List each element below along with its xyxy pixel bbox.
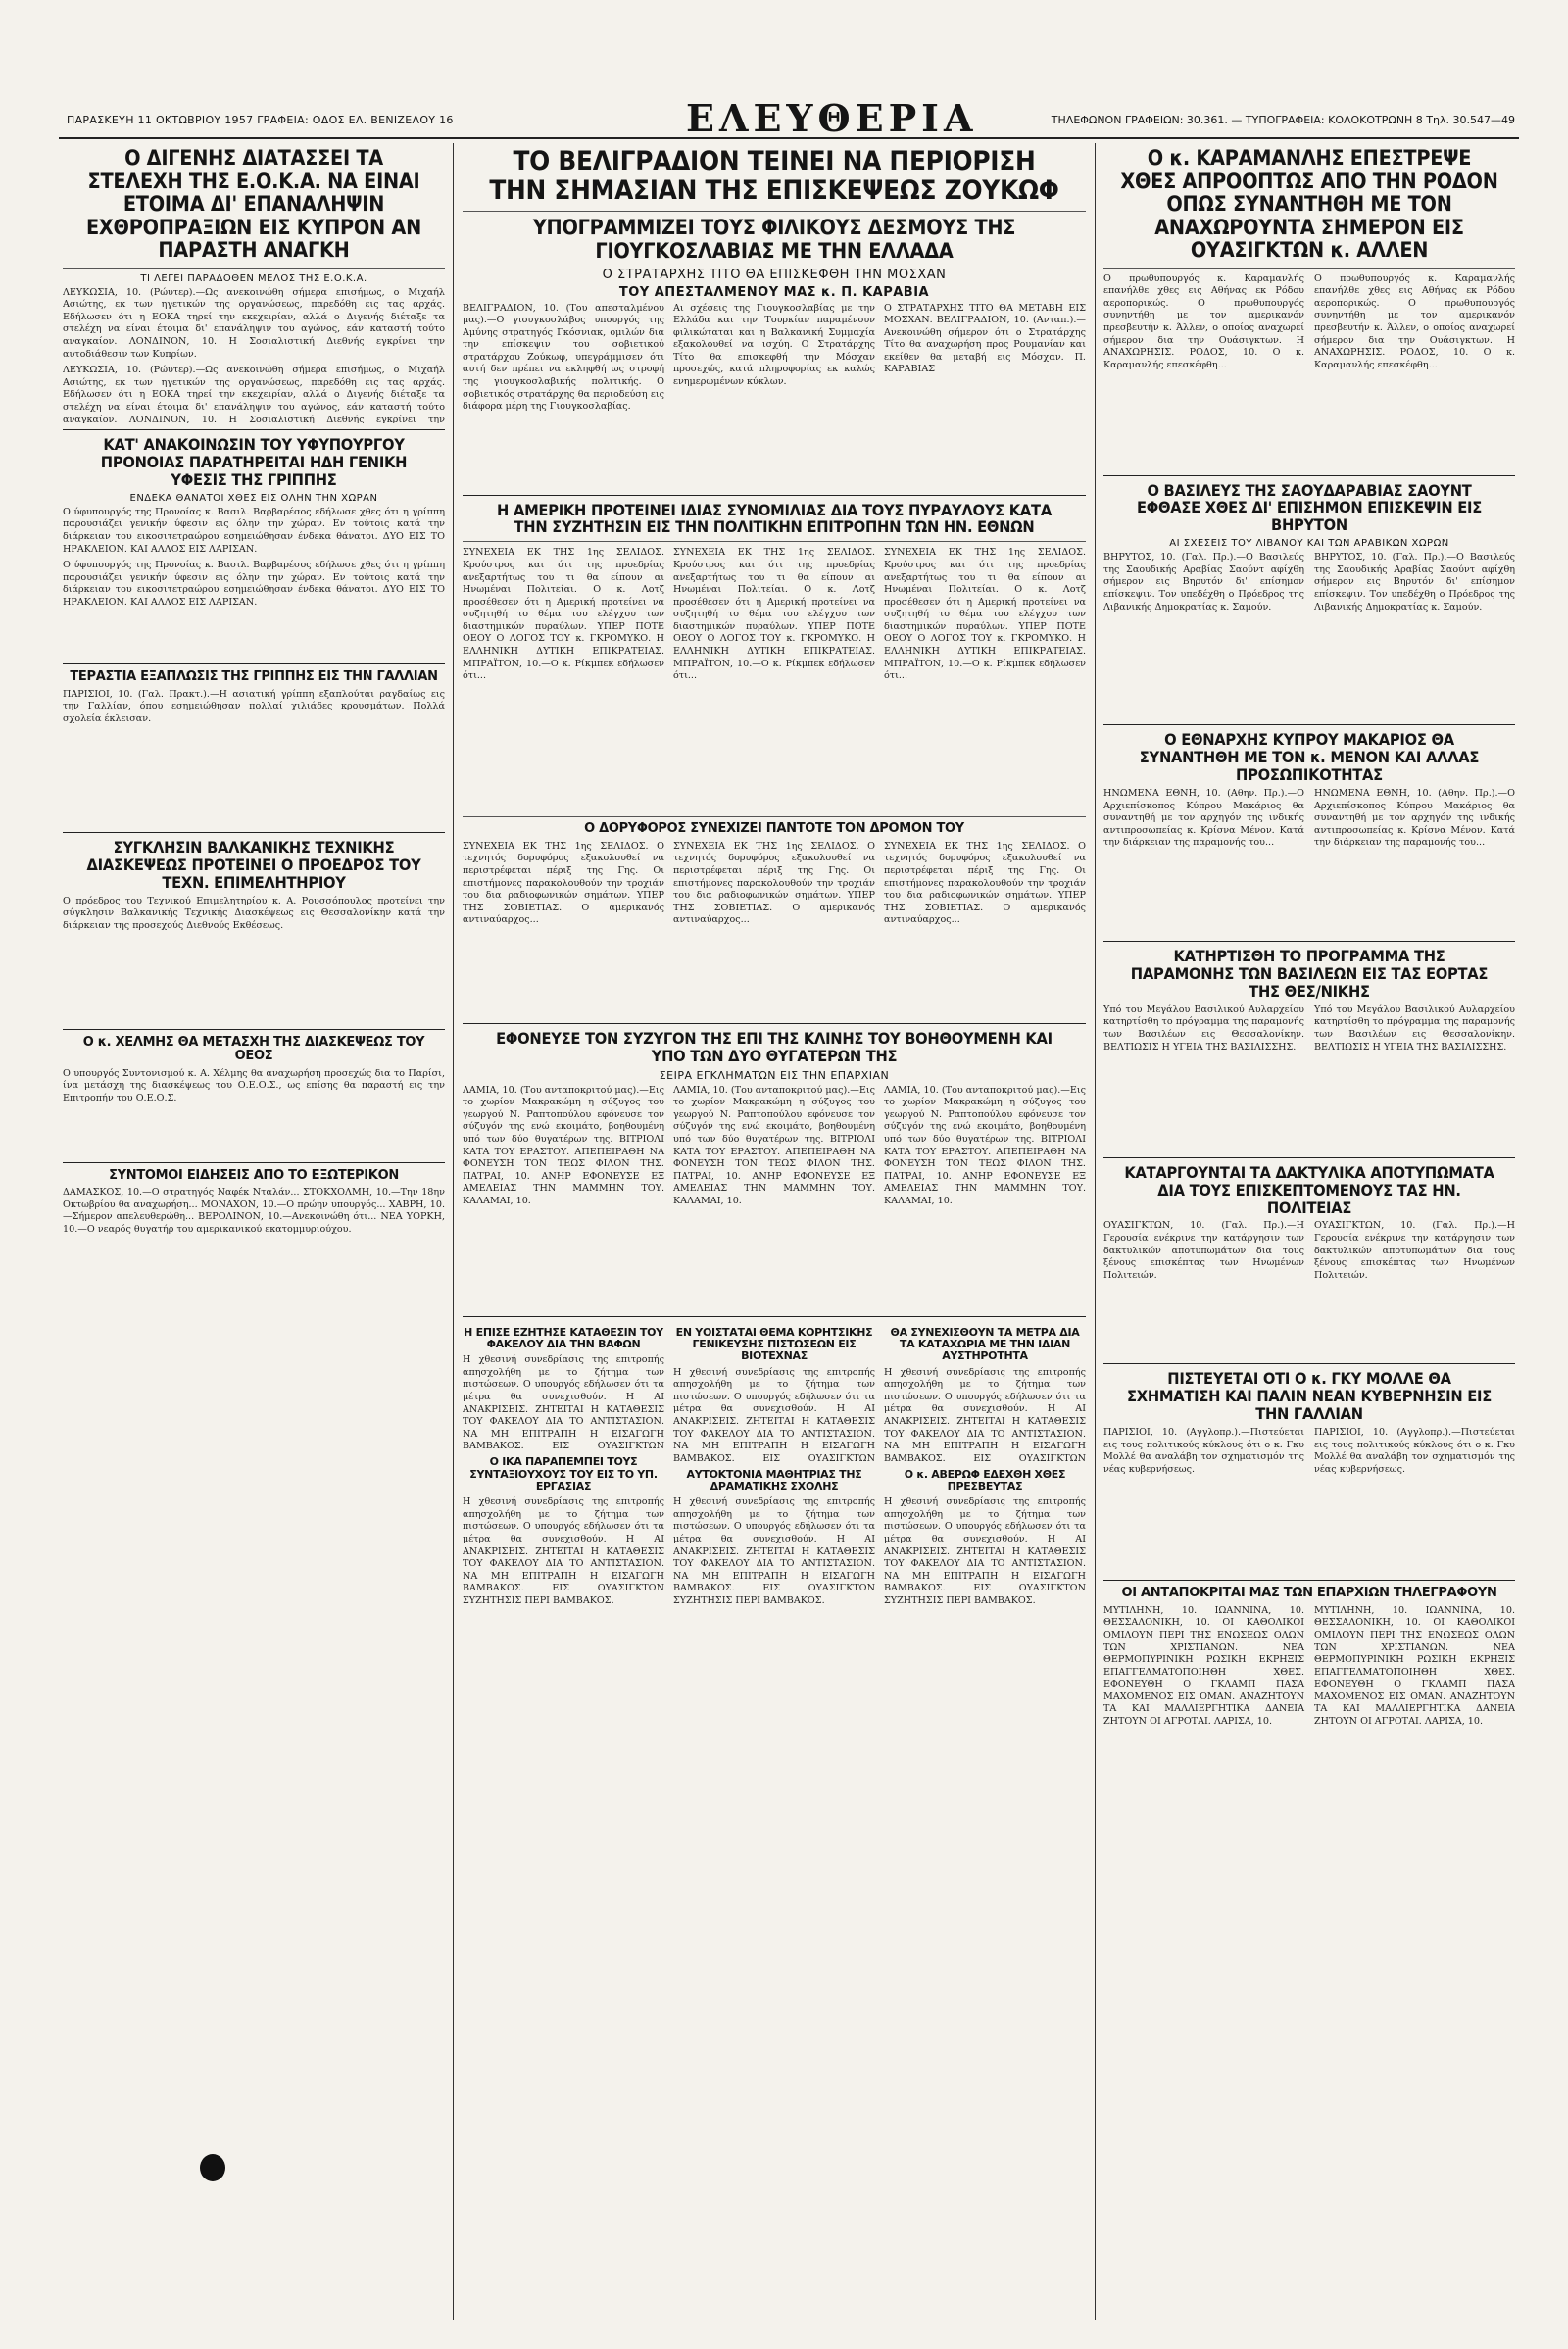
- article-flu-france: ΠΑΡΙΣΙΟΙ, 10. (Γαλ. Πρακτ.).—Η ασιατική γρίππη εξαπλούται ραγδαίως εις την Γαλλίαν, όπου εσημειώθησαν πολλαί χιλιάδες κρουσμάτων. Πολλά σχολεία έκλεισαν.: [63, 688, 445, 724]
- headline-foreign-news: ΣΥΝΤΟΜΟΙ ΕΙΔΗΣΕΙΣ ΑΠΟ ΤΟ ΕΞΩΤΕΡΙΚΟΝ: [109, 1167, 399, 1183]
- divider: [63, 429, 445, 430]
- satellite-article-c: ΣΥΝΕΧΕΙΑ ΕΚ ΤΗΣ 1ης ΣΕΛΙΔΟΣ. Ο τεχνητός δορυφόρος εξακολουθεί να περιστρέφεται πέριξ της Γης. Οι επιστήμονες παρακολουθούν την τροχιάν του δια ραδιοφωνικών σημάτων. ΥΠΕΡ ΤΗΣ ΣΟΒΙΕΤΙΑΣ. Ο αμερικανός αντιναύαρχος...: [884, 840, 1086, 926]
- lead-article-a: ΒΕΛΙΓΡΑΔΙΟΝ, 10. (Του απεσταλμένου μας).—Ο γιουγκοσλάβος υπουργός της Αμύνης στρατηγός Γκόσνιακ, ομιλών δια την επίσκεψιν του σοβιετικού στρατάρχου Ζούκωφ, υπεγράμμισεν ότι αυτή δεν πρέπει να εκληφθή ως στροφή της γιουγκοσλαβικής πολιτικής. Ο σοβιετικός στρατάρχης θα περιοδεύση εις διάφορα μέρη της Γιουγκοσλαβίας.: [463, 302, 664, 413]
- small-article-1: Η χθεσινή συνεδρίασις της επιτροπής απησχολήθη με το ζήτημα των πιστώσεων. Ο υπουργός εδήλωσεν ότι τα μέτρα θα συνεχισθούν. Η ΑΙ ΑΝΑΚΡΙΣΕΙΣ. ΖΗΤΕΙΤΑΙ Η ΚΑΤΑΘΕΣΙΣ ΤΟΥ ΦΑΚΕΛΟΥ ΔΙΑ ΤΟ ΑΝΤΙΣΤΑΣΙΟΝ. ΝΑ ΜΗ ΕΠΙΤΡΑΠΗ Η ΕΙΣΑΓΩΓΗ ΒΑΜΒΑΚΟΣ. ΕΙΣ ΟΥΑΣΙΓΚΤΩΝ: [463, 1354, 664, 1452]
- phones-line: ΤΗΛΕΦΩΝΟΝ ΓΡΑΦΕΙΩΝ: 30.361. — ΤΥΠΟΓΡΑΦΕΙΑ: ΚΟΛΟΚΟΤΡΩΝΗ 8 Τηλ. 30.547—49: [1051, 114, 1515, 126]
- date-line: ΠΑΡΑΣΚΕΥΗ 11 ΟΚΤΩΒΡΙΟΥ 1957 ΓΡΑΦΕΙΑ: ΟΔΟΣ ΕΛ. ΒΕΝΙΖΕΛΟΥ 16: [67, 114, 454, 126]
- small-headline-6: Ο κ. ΑΒΕΡΩΦ ΕΔΕΧΘΗ ΧΘΕΣ ΠΡΕΣΒΕΥΤΑΣ: [904, 1467, 1066, 1493]
- lead-subhead: Ο ΣΤΡΑΤΑΡΧΗΣ ΤΙΤΟ ΘΑ ΕΠΙΣΚΕΦΘΗ ΤΗΝ ΜΟΣΧΑΝ: [602, 267, 947, 282]
- divider: [463, 495, 1086, 496]
- left-column: [63, 143, 445, 2320]
- small-article-3: Η χθεσινή συνεδρίασις της επιτροπής απησχολήθη με το ζήτημα των πιστώσεων. Ο υπουργός εδήλωσεν ότι τα μέτρα θα συνεχισθούν. Η ΑΙ ΑΝΑΚΡΙΣΕΙΣ. ΖΗΤΕΙΤΑΙ Η ΚΑΤΑΘΕΣΙΣ ΤΟΥ ΦΑΚΕΛΟΥ ΔΙΑ ΤΟ ΑΝΤΙΣΤΑΣΙΟΝ. ΝΑ ΜΗ ΕΠΙΤΡΑΠΗ Η ΕΙΣΑΓΩΓΗ ΒΑΜΒΑΚΟΣ. ΕΙΣ ΟΥΑΣΙΓΚΤΩΝ ΣΥΖΗΤΗΣΙΣ ΠΕΡΙ ΒΑΜΒΑΚΟΣ.: [463, 1496, 664, 1606]
- missiles-article-c: ΣΥΝΕΧΕΙΑ ΕΚ ΤΗΣ 1ης ΣΕΛΙΔΟΣ. Κρούστρος και ότι της προεδρίας ανεξαρτήτως του τι θα είπουν αι Ηνωμέναι Πολιτείαι. Ο κ. Λοτζ προσέθεσεν ότι η Αμερική προτείνει να συζητηθή το θέμα του ελέγχου των διαστημικών πυραύλων. ΥΠΕΡ ΠΟΤΕ ΟΕΟΥ Ο ΛΟΓΟΣ ΤΟΥ κ. ΓΚΡΟΜΥΚΟ. Η ΕΛΛΗΝΙΚΗ ΔΥΤΙΚΗ ΕΠΙΚΡΑΤΕΙΑΣ. ΜΠΡΑΪΤΟΝ, 10.—Ο κ. Ρίκμπεκ εδήλωσεν ότι...: [884, 547, 1086, 682]
- headline-balkan: ΣΥΓΚΛΗΣΙΝ ΒΑΛΚΑΝΙΚΗΣ ΤΕΧΝΙΚΗΣ ΔΙΑΣΚΕΨΕΩΣ ΠΡΟΤΕΙΝΕΙ Ο ΠΡΟΕΔΡΟΣ ΤΟΥ ΤΕΧΝ. ΕΠΙΜΕΛΗΤΗΡΙΟΥ: [86, 837, 421, 892]
- divider: [1103, 1363, 1515, 1364]
- crime-article-b: ΛΑΜΙΑ, 10. (Του ανταποκριτού μας).—Εις το χωρίον Μακρακώμη η σύζυγος του γεωργού Ν. Ραπτοπούλου εφόνευσε τον σύζυγόν της ενώ εκοιμάτο, βοηθουμένη υπό των δύο θυγατέρων της. ΒΙΤΡΙΟΛΙ ΚΑΤΑ ΤΟΥ ΕΡΑΣΤΟΥ. ΑΠΕΠΕΙΡΑΘΗ ΝΑ ΦΟΝΕΥΣΗ ΤΟΝ ΤΕΩΣ ΦΙΛΟΝ ΤΗΣ. ΠΑΤΡΑΙ, 10. ΑΝΗΡ ΕΦΟΝΕΥΣΕ ΕΞ ΑΜΕΛΕΙΑΣ ΤΗΝ ΜΑΜΜΗΝ ΤΟΥ. ΚΑΛΑΜΑΙ, 10.: [673, 1084, 875, 1207]
- missiles-article-a: ΣΥΝΕΧΕΙΑ ΕΚ ΤΗΣ 1ης ΣΕΛΙΔΟΣ. Κρούστρος και ότι της προεδρίας ανεξαρτήτως του τι θα είπουν αι Ηνωμέναι Πολιτείαι. Ο κ. Λοτζ προσέθεσεν ότι η Αμερική προτείνει να συζητηθή το θέμα του ελέγχου των διαστημικών πυραύλων. ΥΠΕΡ ΠΟΤΕ ΟΕΟΥ Ο ΛΟΓΟΣ ΤΟΥ κ. ΓΚΡΟΜΥΚΟ. Η ΕΛΛΗΝΙΚΗ ΔΥΤΙΚΗ ΕΠΙΚΡΑΤΕΙΑΣ. ΜΠΡΑΪΤΟΝ, 10.—Ο κ. Ρίκμπεκ εδήλωσεν ότι...: [463, 547, 664, 682]
- lead-article-c: Ο ΣΤΡΑΤΑΡΧΗΣ ΤΙΤΟ ΘΑ ΜΕΤΑΒΗ ΕΙΣ ΜΟΣΧΑΝ. ΒΕΛΙΓΡΑΔΙΟΝ, 10. (Ανταπ.).—Ανεκοινώθη σήμερον ότι ο Στρατάρχης Τίτο θα αναχωρήση προς Ρουμανίαν και εκείθεν θα μεταβή εις Μόσχαν. Π. ΚΑΡΑΒΙΑΣ: [884, 302, 1086, 375]
- article-makarios-a: ΗΝΩΜΕΝΑ ΕΘΝΗ, 10. (Αθην. Πρ.).—Ο Αρχιεπίσκοπος Κύπρου Μακάριος θα συναντηθή με τον αρχηγόν της ινδικής αντιπροσωπείας κ. Κρίσνα Μένον. Κατά την διάρκειαν της παραμονής του...: [1103, 788, 1304, 849]
- center-column: [463, 143, 1086, 2320]
- divider: [463, 541, 1086, 542]
- headline-flu: ΚΑΤ' ΑΝΑΚΟΙΝΩΣΙΝ ΤΟΥ ΥΦΥΠΟΥΡΓΟΥ ΠΡΟΝΟΙΑΣ ΠΑΡΑΤΗΡΕΙΤΑΙ ΗΔΗ ΓΕΝΙΚΗ ΥΦΕΣΙΣ ΤΗΣ ΓΡΙΠΠΗΣ: [100, 435, 408, 489]
- article-balkan: Ο πρόεδρος του Τεχνικού Επιμελητηρίου κ. Α. Ρουσσόπουλος προτείνει την σύγκλησιν Βαλκανικής Τεχνικής Διασκέψεως εις Θεσσαλονίκην κατά την διάρκειαν της προσεχούς Διεθνούς Εκθέσεως.: [63, 895, 445, 931]
- article-mollet-a: ΠΑΡΙΣΙΟΙ, 10. (Αγγλοπρ.).—Πιστεύεται εις τους πολιτικούς κύκλους ότι ο κ. Γκυ Μολλέ θα αναλάβη τον σχηματισμόν της νέας κυβερνήσεως.: [1103, 1427, 1304, 1475]
- satellite-article-b: ΣΥΝΕΧΕΙΑ ΕΚ ΤΗΣ 1ης ΣΕΛΙΔΟΣ. Ο τεχνητός δορυφόρος εξακολουθεί να περιστρέφεται πέριξ της Γης. Οι επιστήμονες παρακολουθούν την τροχιάν του δια ραδιοφωνικών σημάτων. ΥΠΕΡ ΤΗΣ ΣΟΒΙΕΤΙΑΣ. Ο αμερικανός αντιναύαρχος...: [673, 840, 875, 926]
- article-saud-a: ΒΗΡΥΤΟΣ, 10. (Γαλ. Πρ.).—Ο Βασιλεύς της Σαουδικής Αραβίας Σαούντ αφίχθη σήμερον εις Βηρυτόν δι' επίσημον επίσκεψιν. Τον υπεδέχθη ο Πρόεδρος της Λιβανικής Δημοκρατίας κ. Σαμούν.: [1103, 552, 1304, 612]
- small-article-4: Η χθεσινή συνεδρίασις της επιτροπής απησχολήθη με το ζήτημα των πιστώσεων. Ο υπουργός εδήλωσεν ότι τα μέτρα θα συνεχισθούν. Η ΑΙ ΑΝΑΚΡΙΣΕΙΣ. ΖΗΤΕΙΤΑΙ Η ΚΑΤΑΘΕΣΙΣ ΤΟΥ ΦΑΚΕΛΟΥ ΔΙΑ ΤΟ ΑΝΤΙΣΤΑΣΙΟΝ. ΝΑ ΜΗ ΕΠΙΤΡΑΠΗ Η ΕΙΣΑΓΩΓΗ ΒΑΜΒΑΚΟΣ. ΕΙΣ ΟΥΑΣΙΓΚΤΩΝ ΣΥΖΗΤΗΣΙΣ ΠΕΡΙ ΒΑΜΒΑΚΟΣ.: [673, 1496, 875, 1606]
- article-karamanlis-b: Ο πρωθυπουργός κ. Καραμανλής επανήλθε χθες εις Αθήνας εκ Ρόδου αεροπορικώς. Ο πρωθυπουργός συνηντήθη με τον αμερικανόν πρεσβευτήν κ. Άλλεν, ο οποίος αναχωρεί σήμερον δια την Ουάσιγκτων. Η ΑΝΑΧΩΡΗΣΙΣ. ΡΟΔΟΣ, 10. Ο κ. Καραμανλής επεσκέφθη...: [1314, 272, 1515, 370]
- divider: [463, 1316, 1086, 1317]
- article-correspondents-a: ΜΥΤΙΛΗΝΗ, 10. ΙΩΑΝΝΙΝΑ, 10. ΘΕΣΣΑΛΟΝΙΚΗ, 10. ΟΙ ΚΑΘΟΛΙΚΟΙ ΟΜΙΛΟΥΝ ΠΕΡΙ ΤΗΣ ΕΝΩΣΕΩΣ ΟΛΩΝ ΤΩΝ ΧΡΙΣΤΙΑΝΩΝ. ΝΕΑ ΘΕΡΜΟΠΥΡΙΝΙΚΗ ΡΩΣΙΚΗ ΕΚΡΗΞΙΣ ΕΠΑΓΓΕΛΜΑΤΟΠΟΙΗΘΗ ΧΘΕΣ. ΕΦΟΝΕΥΘΗ Ο ΓΚΛΑΜΠ ΠΑΣΑ ΜΑΧΟΜΕΝΟΣ ΕΙΣ ΟΜΑΝ. ΑΝΑΖΗΤΟΥΝ ΤΑ ΚΑΙ ΜΑΛΛΙΕΡΓΗΤΙΚΑ ΔΑΝΕΙΑ ΖΗΤΟΥΝ ΟΙ ΑΓΡΟΤΑΙ. ΛΑΡΙΣΑ, 10.: [1103, 1604, 1304, 1728]
- article-kings-a: Υπό του Μεγάλου Βασιλικού Αυλαρχείου κατηρτίσθη το πρόγραμμα της παραμονής των Βασιλέων εις Θεσσαλονίκην. ΒΕΛΤΙΩΣΙΣ Η ΥΓΕΙΑ ΤΗΣ ΒΑΣΙΛΙΣΣΗΣ.: [1103, 1003, 1304, 1052]
- crime-article-c: ΛΑΜΙΑ, 10. (Του ανταποκριτού μας).—Εις το χωρίον Μακρακώμη η σύζυγος του γεωργού Ν. Ραπτοπούλου εφόνευσε τον σύζυγόν της ενώ εκοιμάτο, βοηθουμένη υπό των δύο θυγατέρων της. ΒΙΤΡΙΟΛΙ ΚΑΤΑ ΤΟΥ ΕΡΑΣΤΟΥ. ΑΠΕΠΕΙΡΑΘΗ ΝΑ ΦΟΝΕΥΣΗ ΤΟΝ ΤΕΩΣ ΦΙΛΟΝ ΤΗΣ. ΠΑΤΡΑΙ, 10. ΑΝΗΡ ΕΦΟΝΕΥΣΕ ΕΞ ΑΜΕΛΕΙΑΣ ΤΗΝ ΜΑΜΜΗΝ ΤΟΥ. ΚΑΛΑΜΑΙ, 10.: [884, 1084, 1086, 1207]
- divider: [63, 1162, 445, 1163]
- article-kings-b: Υπό του Μεγάλου Βασιλικού Αυλαρχείου κατηρτίσθη το πρόγραμμα της παραμονής των Βασιλέων εις Θεσσαλονίκην. ΒΕΛΤΙΩΣΙΣ Η ΥΓΕΙΑ ΤΗΣ ΒΑΣΙΛΙΣΣΗΣ.: [1314, 1003, 1515, 1052]
- subhead-saud: ΑΙ ΣΧΕΣΕΙΣ ΤΟΥ ΛΙΒΑΝΟΥ ΚΑΙ ΤΩΝ ΑΡΑΒΙΚΩΝ ΧΩΡΩΝ: [1169, 538, 1449, 550]
- article-helmis: Ο υπουργός Συντονισμού κ. Α. Χέλμης θα αναχωρήση προσεχώς δια το Παρίσι, ίνα μετάσχη της διασκέψεως του Ο.Ε.Ο.Σ., ως επίσης θα παραστή εις την Επιτροπήν του Ο.Ε.Ο.Σ.: [63, 1067, 445, 1103]
- article-makarios-b: ΗΝΩΜΕΝΑ ΕΘΝΗ, 10. (Αθην. Πρ.).—Ο Αρχιεπίσκοπος Κύπρου Μακάριος θα συναντηθή με τον αρχηγόν της ινδικής αντιπροσωπείας κ. Κρίσνα Μένον. Κατά την διάρκειαν της παραμονής του...: [1314, 788, 1515, 849]
- subhead-eoka: ΤΙ ΛΕΓΕΙ ΠΑΡΑΔΟΘΕΝ ΜΕΛΟΣ ΤΗΣ Ε.Ο.Κ.Α.: [140, 272, 368, 284]
- crime-article-a: ΛΑΜΙΑ, 10. (Του ανταποκριτού μας).—Εις το χωρίον Μακρακώμη η σύζυγος του γεωργού Ν. Ραπτοπούλου εφόνευσε τον σύζυγόν της ενώ εκοιμάτο, βοηθουμένη υπό των δύο θυγατέρων της. ΒΙΤΡΙΟΛΙ ΚΑΤΑ ΤΟΥ ΕΡΑΣΤΟΥ. ΑΠΕΠΕΙΡΑΘΗ ΝΑ ΦΟΝΕΥΣΗ ΤΟΝ ΤΕΩΣ ΦΙΛΟΝ ΤΗΣ. ΠΑΤΡΑΙ, 10. ΑΝΗΡ ΕΦΟΝΕΥΣΕ ΕΞ ΑΜΕΛΕΙΑΣ ΤΗΝ ΜΑΜΜΗΝ ΤΟΥ. ΚΑΛΑΜΑΙ, 10.: [463, 1084, 664, 1207]
- lead-headline: ΤΟ ΒΕΛΙΓΡΑΔΙΟΝ ΤΕΙΝΕΙ ΝΑ ΠΕΡΙΟΡΙΣΗ ΤΗΝ ΣΗΜΑΣΙΑΝ ΤΗΣ ΕΠΙΣΚΕΨΕΩΣ ΖΟΥΚΩΦ: [489, 146, 1059, 207]
- article-fingerprints-b: ΟΥΑΣΙΓΚΤΩΝ, 10. (Γαλ. Πρ.).—Η Γερουσία ενέκρινε την κατάργησιν των δακτυλικών αποτυπωμάτων δια τους ξένους επισκέπτας των Ηνωμένων Πολιτειών.: [1314, 1220, 1515, 1281]
- divider: [1103, 1580, 1515, 1581]
- small-article-2: Η χθεσινή συνεδρίασις της επιτροπής απησχολήθη με το ζήτημα των πιστώσεων. Ο υπουργός εδήλωσεν ότι τα μέτρα θα συνεχισθούν. Η ΑΙ ΑΝΑΚΡΙΣΕΙΣ. ΖΗΤΕΙΤΑΙ Η ΚΑΤΑΘΕΣΙΣ ΤΟΥ ΦΑΚΕΛΟΥ ΔΙΑ ΤΟ ΑΝΤΙΣΤΑΣΙΟΝ. ΝΑ ΜΗ ΕΠΙΤΡΑΠΗ Η ΕΙΣΑΓΩΓΗ ΒΑΜΒΑΚΟΣ. ΕΙΣ ΟΥΑΣΙΓΚΤΩΝ: [884, 1366, 1086, 1464]
- lead-article-b: Αι σχέσεις της Γιουγκοσλαβίας με την Ελλάδα και την Τουρκίαν παραμένουν φιλικώταται και η Βαλκανική Συμμαχία εξακολουθεί να ισχύη. Ο Στρατάρχης Τίτο θα επισκεφθή την Μόσχαν προσεχώς, κατά πληροφορίας εκ καλώς ενημερωμένων κύκλων.: [673, 302, 875, 388]
- headline-makarios: Ο ΕΘΝΑΡΧΗΣ ΚΥΠΡΟΥ ΜΑΚΑΡΙΟΣ ΘΑ ΣΥΝΑΝΤΗΘΗ ΜΕ ΤΟΝ κ. ΜΕΝΟΝ ΚΑΙ ΑΛΛΑΣ ΠΡΟΣΩΠΙΚΟΤΗΤΑΣ: [1139, 730, 1480, 785]
- divider: [63, 663, 445, 664]
- headline-fingerprints: ΚΑΤΑΡΓΟΥΝΤΑΙ ΤΑ ΔΑΚΤΥΛΙΚΑ ΑΠΟΤΥΠΩΜΑΤΑ ΔΙΑ ΤΟΥΣ ΕΠΙΣΚΕΠΤΟΜΕΝΟΥΣ ΤΑΣ ΗΝ. ΠΟΛΙΤΕΙΑΣ: [1124, 1162, 1494, 1217]
- ink-blot: [200, 2154, 225, 2181]
- divider: [1103, 1157, 1515, 1158]
- missiles-article-b: ΣΥΝΕΧΕΙΑ ΕΚ ΤΗΣ 1ης ΣΕΛΙΔΟΣ. Κρούστρος και ότι της προεδρίας ανεξαρτήτως του τι θα είπουν αι Ηνωμέναι Πολιτείαι. Ο κ. Λοτζ προσέθεσεν ότι η Αμερική προτείνει να συζητηθή το θέμα του ελέγχου των διαστημικών πυραύλων. ΥΠΕΡ ΠΟΤΕ ΟΕΟΥ Ο ΛΟΓΟΣ ΤΟΥ κ. ΓΚΡΟΜΥΚΟ. Η ΕΛΛΗΝΙΚΗ ΔΥΤΙΚΗ ΕΠΙΚΡΑΤΕΙΑΣ. ΜΠΡΑΪΤΟΝ, 10.—Ο κ. Ρίκμπεκ εδήλωσεν ότι...: [673, 547, 875, 682]
- lead-headline-2: ΥΠΟΓΡΑΜΜΙΖΕΙ ΤΟΥΣ ΦΙΛΙΚΟΥΣ ΔΕΣΜΟΥΣ ΤΗΣ ΓΙΟΥΓΚΟΣΛΑΒΙΑΣ ΜΕ ΤΗΝ ΕΛΛΑΔΑ: [532, 216, 1016, 263]
- divider: [63, 268, 445, 269]
- divider: [463, 1023, 1086, 1024]
- headline-kings: ΚΑΤΗΡΤΙΣΘΗ ΤΟ ΠΡΟΓΡΑΜΜΑ ΤΗΣ ΠΑΡΑΜΟΝΗΣ ΤΩΝ ΒΑΣΙΛΕΩΝ ΕΙΣ ΤΑΣ ΕΟΡΤΑΣ ΤΗΣ ΘΕΣ/ΝΙΚΗΣ: [1130, 947, 1489, 1001]
- column-rule: [453, 143, 454, 2320]
- divider: [63, 1029, 445, 1030]
- divider: [63, 832, 445, 833]
- headline-mollet: ΠΙΣΤΕΥΕΤΑΙ ΟΤΙ Ο κ. ΓΚΥ ΜΟΛΛΕ ΘΑ ΣΧΗΜΑΤΙΣΗ ΚΑΙ ΠΑΛΙΝ ΝΕΑΝ ΚΥΒΕΡΝΗΣΙΝ ΕΙΣ ΤΗΝ ΓΑΛΛΙΑΝ: [1127, 1369, 1492, 1424]
- small-headline-1: Η ΕΠΙΣΕ ΕΖΗΤΗΣΕ ΚΑΤΑΘΕΣΙΝ ΤΟΥ ΦΑΚΕΛΟΥ ΔΙΑ ΤΗΝ ΒΑΦΩΝ: [464, 1325, 663, 1350]
- headline-saud: Ο ΒΑΣΙΛΕΥΣ ΤΗΣ ΣΑΟΥΔΑΡΑΒΙΑΣ ΣΑΟΥΝΤ ΕΦΘΑΣΕ ΧΘΕΣ ΔΙ' ΕΠΙΣΗΜΟΝ ΕΠΙΣΚΕΨΙΝ ΕΙΣ ΒΗΡΥΤΟΝ: [1136, 480, 1483, 535]
- headline-karamanlis: Ο κ. ΚΑΡΑΜΑΝΛΗΣ ΕΠΕΣΤΡΕΨΕ ΧΘΕΣ ΑΠΡΟΟΠΤΩΣ ΑΠΟ ΤΗΝ ΡΟΔΟΝ ΟΠΩΣ ΣΥΝΑΝΤΗΘΗ ΜΕ ΤΟΝ ΑΝΑΧΩΡΟΥΝΤΑ ΣΗΜΕΡΟΝ ΕΙΣ ΟΥΑΣΙΓΚΤΩΝ κ. ΑΛΛΕΝ: [1120, 146, 1498, 263]
- missiles-headline: Η ΑΜΕΡΙΚΗ ΠΡΟΤΕΙΝΕΙ ΙΔΙΑΣ ΣΥΝΟΜΙΛΙΑΣ ΔΙΑ ΤΟΥΣ ΠΥΡΑΥΛΟΥΣ ΚΑΤΑ ΤΗΝ ΣΥΖΗΤΗΣΙΝ ΕΙΣ ΤΗΝ ΠΟΛΙΤΙΚΗΝ ΕΠΙΤΡΟΠΗΝ ΤΩΝ ΗΝ. ΕΘΝΩΝ: [497, 500, 1052, 537]
- divider: [1103, 268, 1515, 269]
- article-foreign-news: ΔΑΜΑΣΚΟΣ, 10.—Ο στρατηγός Ναφέκ Νταλάν... ΣΤΟΚΧΟΛΜΗ, 10.—Την 18ην Οκτωβρίου θα αναχωρήση... ΜΟΝΑΧΟΝ, 10.—Ο πρώην υπουργός... ΧΑΒΡΗ, 10.—Σήμερον απελευθερώθη... ΒΕΡΟΛΙΝΟΝ, 10.—Ανεκοινώθη ότι... ΝΕΑ ΥΟΡΚΗ, 10.—Ο νεαρός θυγατήρ του αμερικανικού εκατομμυριούχου.: [63, 1187, 445, 1235]
- article-karamanlis-a: Ο πρωθυπουργός κ. Καραμανλής επανήλθε χθες εις Αθήνας εκ Ρόδου αεροπορικώς. Ο πρωθυπουργός συνηντήθη με τον αμερικανόν πρεσβευτήν κ. Άλλεν, ο οποίος αναχωρεί σήμερον δια την Ουάσιγκτων. Η ΑΝΑΧΩΡΗΣΙΣ. ΡΟΔΟΣ, 10. Ο κ. Καραμανλής επεσκέφθη...: [1103, 272, 1304, 370]
- article-fingerprints-a: ΟΥΑΣΙΓΚΤΩΝ, 10. (Γαλ. Πρ.).—Η Γερουσία ενέκρινε την κατάργησιν των δακτυλικών αποτυπωμάτων δια τους ξένους επισκέπτας των Ηνωμένων Πολιτειών.: [1103, 1220, 1304, 1281]
- crime-headline: ΕΦΟΝΕΥΣΕ ΤΟΝ ΣΥΖΥΓΟΝ ΤΗΣ ΕΠΙ ΤΗΣ ΚΛΙΝΗΣ ΤΟΥ ΒΟΗΘΟΥΜΕΝΗ ΚΑΙ ΥΠΟ ΤΩΝ ΔΥΟ ΘΥΓΑΤΕΡΩΝ ΤΗΣ: [496, 1028, 1053, 1065]
- divider: [1103, 724, 1515, 725]
- article-mollet-b: ΠΑΡΙΣΙΟΙ, 10. (Αγγλοπρ.).—Πιστεύεται εις τους πολιτικούς κύκλους ότι ο κ. Γκυ Μολλέ θα αναλάβη τον σχηματισμόν της νέας κυβερνήσεως.: [1314, 1427, 1515, 1475]
- small-headline-3: Ο ΙΚΑ ΠΑΡΑΠΕΜΠΕΙ ΤΟΥΣ ΣΥΝΤΑΞΙΟΥΧΟΥΣ ΤΟΥ ΕΙΣ ΤΟ ΥΠ. ΕΡΓΑΣΙΑΣ: [469, 1455, 658, 1493]
- article-digenis: ΛΕΥΚΩΣΙΑ, 10. (Ρώυτερ).—Ως ανεκοινώθη σήμερα επισήμως, ο Μιχαήλ Ασιώτης, εκ των ηγετικών της οργανώσεως, παρεδόθη εις τας αρχάς. Εδήλωσεν ότι η ΕΟΚΑ τηρεί την εκεχειρίαν, αλλά ο Διγενής διέταξε τα στελέχη να είναι έτοιμα δι' επανάληψιν του αγώνος, εάν καταστή τούτο αναγκαίον. ΛΟΝΔΙΝΟΝ, 10. Η Σοσιαλιστική Διεθνής εγκρίνει την αυτοδιάθεσιν των Κυπρίων.: [63, 286, 445, 360]
- column-rule: [1095, 143, 1096, 2320]
- lead-byline: ΤΟΥ ΑΠΕΣΤΑΛΜΕΝΟΥ ΜΑΣ κ. Π. ΚΑΡΑΒΙΑ: [618, 284, 930, 300]
- headline-flu-france: ΤΕΡΑΣΤΙΑ ΕΞΑΠΛΩΣΙΣ ΤΗΣ ΓΡΙΠΠΗΣ ΕΙΣ ΤΗΝ ΓΑΛΛΙΑΝ: [70, 669, 438, 685]
- crime-subhead: ΣΕΙΡΑ ΕΓΚΛΗΜΑΤΩΝ ΕΙΣ ΤΗΝ ΕΠΑΡΧΙΑΝ: [659, 1068, 890, 1082]
- masthead: [59, 96, 1519, 140]
- article-flu: Ο ύφυπουργός της Προνοίας κ. Βασιλ. Βαρβαρέσος εδήλωσε χθες ότι η γρίππη παρουσιάζει γενικήν ύφεσιν εις όλην την χώραν. Εν τούτοις κατά την διάρκειαν του εικοσιτετραώρου εσημειώθησαν ένδεκα θάνατοι. ΔΥΟ ΕΙΣ ΤΟ ΗΡΑΚΛΕΙΟΝ. ΚΑΙ ΑΛΛΟΣ ΕΙΣ ΛΑΡΙΣΑΝ.: [63, 506, 445, 555]
- headline-digenis: Ο ΔΙΓΕΝΗΣ ΔΙΑΤΑΣΣΕΙ ΤΑ ΣΤΕΛΕΧΗ ΤΗΣ Ε.Ο.Κ.Α. ΝΑ ΕΙΝΑΙ ΕΤΟΙΜΑ ΔΙ' ΕΠΑΝΑΛΗΨΙΝ ΕΧΘΡΟΠΡΑΞΙΩΝ ΕΙΣ ΚΥΠΡΟΝ ΑΝ ΠΑΡΑΣΤΗ ΑΝΑΓΚΗ: [86, 146, 421, 263]
- divider: [463, 816, 1086, 817]
- satellite-headline: Ο ΔΟΡΥΦΟΡΟΣ ΣΥΝΕΧΙΖΕΙ ΠΑΝΤΟΤΕ ΤΟΝ ΔΡΟΜΟΝ ΤΟΥ: [584, 821, 964, 837]
- divider: [463, 211, 1086, 212]
- small-headline-2: ΘΑ ΣΥΝΕΧΙΣΘΟΥΝ ΤΑ ΜΕΤΡΑ ΔΙΑ ΤΑ ΚΑΤΑΧΩΡΙΑ ΜΕ ΤΗΝ ΙΔΙΑΝ ΑΥΣΤΗΡΟΤΗΤΑ: [890, 1325, 1080, 1363]
- headline-correspondents: ΟΙ ΑΝΤΑΠΟΚΡΙΤΑΙ ΜΑΣ ΤΩΝ ΕΠΑΡΧΙΩΝ ΤΗΛΕΓΡΑΦΟΥΝ: [1121, 1586, 1497, 1601]
- article-digenis-cont: ΛΕΥΚΩΣΙΑ, 10. (Ρώυτερ).—Ως ανεκοινώθη σήμερα επισήμως, ο Μιχαήλ Ασιώτης, εκ των ηγετικών της οργανώσεως, παρεδόθη εις τας αρχάς. Εδήλωσεν ότι η ΕΟΚΑ τηρεί την εκεχειρίαν, αλλά ο Διγενής διέταξε τα στελέχη να είναι έτοιμα δι' επανάληψιν του αγώνος, εάν καταστή τούτο αναγκαίον. ΛΟΝΔΙΝΟΝ, 10. Η Σοσιαλιστική Διεθνής εγκρίνει την: [63, 365, 445, 424]
- newspaper-title: ΕΛΕΥΘΕΡΙΑ: [686, 96, 978, 140]
- right-column: [1103, 143, 1515, 2320]
- headline-helmis: Ο κ. ΧΕΛΜΗΣ ΘΑ ΜΕΤΑΣΧΗ ΤΗΣ ΔΙΑΣΚΕΨΕΩΣ ΤΟΥ ΟΕΟΣ: [82, 1034, 425, 1064]
- small-article-5: Η χθεσινή συνεδρίασις της επιτροπής απησχολήθη με το ζήτημα των πιστώσεων. Ο υπουργός εδήλωσεν ότι τα μέτρα θα συνεχισθούν. Η ΑΙ ΑΝΑΚΡΙΣΕΙΣ. ΖΗΤΕΙΤΑΙ Η ΚΑΤΑΘΕΣΙΣ ΤΟΥ ΦΑΚΕΛΟΥ ΔΙΑ ΤΟ ΑΝΤΙΣΤΑΣΙΟΝ. ΝΑ ΜΗ ΕΠΙΤΡΑΠΗ Η ΕΙΣΑΓΩΓΗ ΒΑΜΒΑΚΟΣ. ΕΙΣ ΟΥΑΣΙΓΚΤΩΝ: [673, 1366, 875, 1464]
- satellite-article-a: ΣΥΝΕΧΕΙΑ ΕΚ ΤΗΣ 1ης ΣΕΛΙΔΟΣ. Ο τεχνητός δορυφόρος εξακολουθεί να περιστρέφεται πέριξ της Γης. Οι επιστήμονες παρακολουθούν την τροχιάν του δια ραδιοφωνικών σημάτων. ΥΠΕΡ ΤΗΣ ΣΟΒΙΕΤΙΑΣ. Ο αμερικανός αντιναύαρχος...: [463, 840, 664, 926]
- small-article-6: Η χθεσινή συνεδρίασις της επιτροπής απησχολήθη με το ζήτημα των πιστώσεων. Ο υπουργός εδήλωσεν ότι τα μέτρα θα συνεχισθούν. Η ΑΙ ΑΝΑΚΡΙΣΕΙΣ. ΖΗΤΕΙΤΑΙ Η ΚΑΤΑΘΕΣΙΣ ΤΟΥ ΦΑΚΕΛΟΥ ΔΙΑ ΤΟ ΑΝΤΙΣΤΑΣΙΟΝ. ΝΑ ΜΗ ΕΠΙΤΡΑΠΗ Η ΕΙΣΑΓΩΓΗ ΒΑΜΒΑΚΟΣ. ΕΙΣ ΟΥΑΣΙΓΚΤΩΝ ΣΥΖΗΤΗΣΙΣ ΠΕΡΙ ΒΑΜΒΑΚΟΣ.: [884, 1496, 1086, 1606]
- subhead-flu: ΕΝΔΕΚΑ ΘΑΝΑΤΟΙ ΧΘΕΣ ΕΙΣ ΟΛΗΝ ΤΗΝ ΧΩΡΑΝ: [129, 492, 378, 504]
- divider: [1103, 475, 1515, 476]
- small-headline-4: ΑΥΤΟΚΤΟΝΙΑ ΜΑΘΗΤΡΙΑΣ ΤΗΣ ΔΡΑΜΑΤΙΚΗΣ ΣΧΟΛΗΣ: [686, 1467, 862, 1493]
- article-flu-cont: Ο ύφυπουργός της Προνοίας κ. Βασιλ. Βαρβαρέσος εδήλωσε χθες ότι η γρίππη παρουσιάζει γενικήν ύφεσιν εις όλην την χώραν. Εν τούτοις κατά την διάρκειαν του εικοσιτετραώρου εσημειώθησαν ένδεκα θάνατοι. ΔΥΟ ΕΙΣ ΤΟ ΗΡΑΚΛΕΙΟΝ. ΚΑΙ ΑΛΛΟΣ ΕΙΣ ΛΑΡΙΣΑΝ.: [63, 560, 445, 609]
- article-correspondents-b: ΜΥΤΙΛΗΝΗ, 10. ΙΩΑΝΝΙΝΑ, 10. ΘΕΣΣΑΛΟΝΙΚΗ, 10. ΟΙ ΚΑΘΟΛΙΚΟΙ ΟΜΙΛΟΥΝ ΠΕΡΙ ΤΗΣ ΕΝΩΣΕΩΣ ΟΛΩΝ ΤΩΝ ΧΡΙΣΤΙΑΝΩΝ. ΝΕΑ ΘΕΡΜΟΠΥΡΙΝΙΚΗ ΡΩΣΙΚΗ ΕΚΡΗΞΙΣ ΕΠΑΓΓΕΛΜΑΤΟΠΟΙΗΘΗ ΧΘΕΣ. ΕΦΟΝΕΥΘΗ Ο ΓΚΛΑΜΠ ΠΑΣΑ ΜΑΧΟΜΕΝΟΣ ΕΙΣ ΟΜΑΝ. ΑΝΑΖΗΤΟΥΝ ΤΑ ΚΑΙ ΜΑΛΛΙΕΡΓΗΤΙΚΑ ΔΑΝΕΙΑ ΖΗΤΟΥΝ ΟΙ ΑΓΡΟΤΑΙ. ΛΑΡΙΣΑ, 10.: [1314, 1604, 1515, 1728]
- divider: [1103, 941, 1515, 942]
- article-saud-b: ΒΗΡΥΤΟΣ, 10. (Γαλ. Πρ.).—Ο Βασιλεύς της Σαουδικής Αραβίας Σαούντ αφίχθη σήμερον εις Βηρυτόν δι' επίσημον επίσκεψιν. Τον υπεδέχθη ο Πρόεδρος της Λιβανικής Δημοκρατίας κ. Σαμούν.: [1314, 552, 1515, 612]
- small-headline-5: ΕΝ ΥΟΙΣΤΑΤΑΙ ΘΕΜΑ ΚΟΡΗΤΣΙΚΗΣ ΓΕΝΙΚΕΥΣΗΣ ΠΙΣΤΩΣΕΩΝ ΕΙΣ ΒΙΟΤΕΧΝΑΣ: [675, 1325, 873, 1363]
